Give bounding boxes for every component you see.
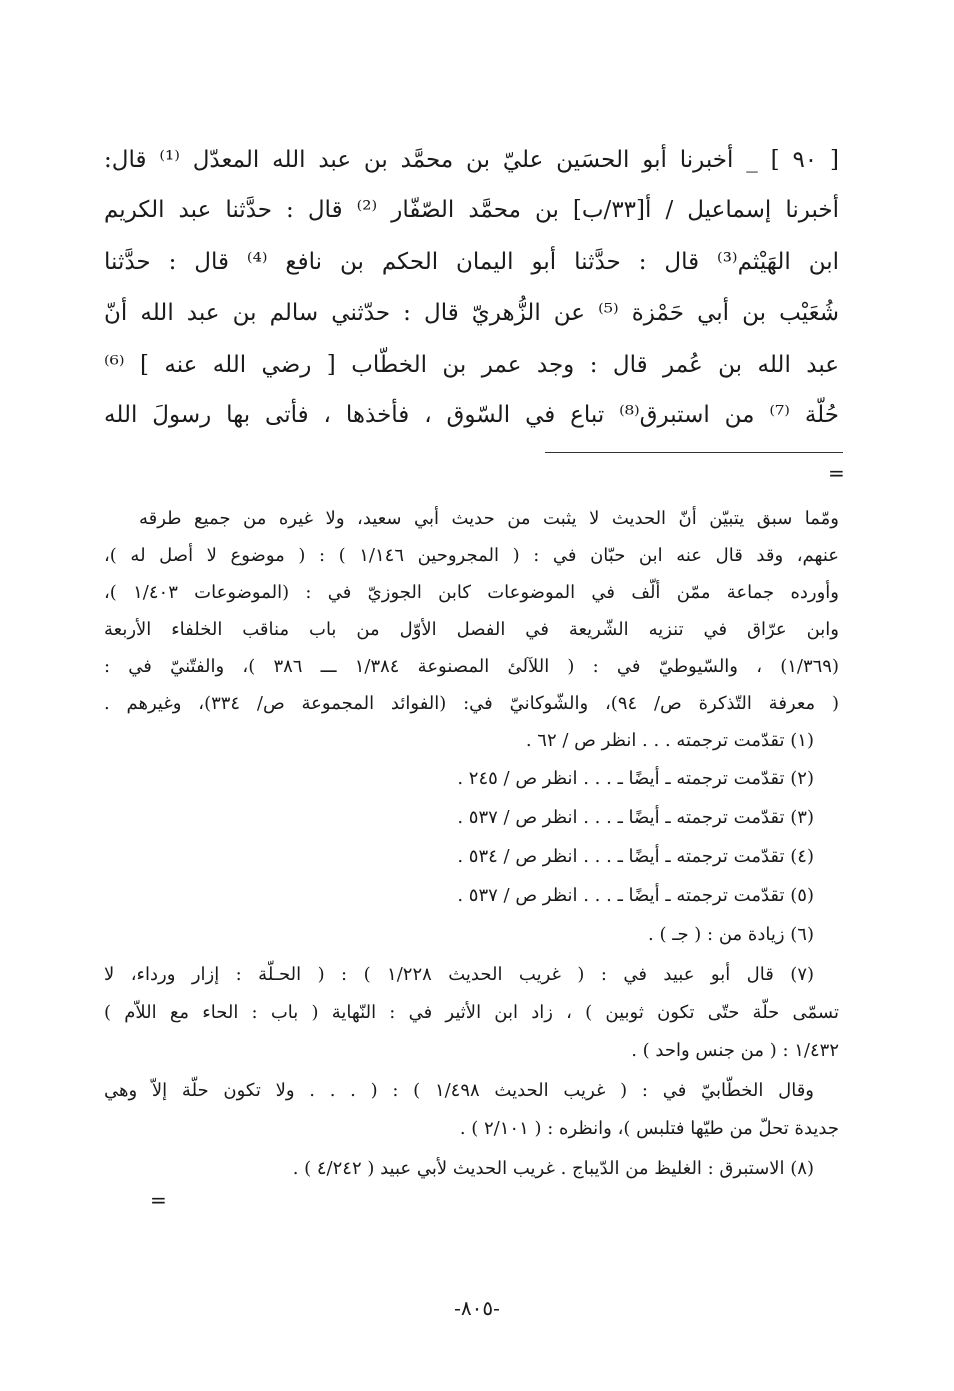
footnote-item: (٢) تقدّمت ترجمته ـ أيضًا ـ . . . انظر ص / ٢٤٥ . (457, 768, 814, 789)
footnote-line: وأورده جماعة ممّن ألّف في الموضوعات كابن الجوزيّ في : (الموضوعات ١/٤٠٣ )، (104, 582, 839, 603)
footnote-line: (٧) قال أبو عبيد في : ( غريب الحديث ١/٢٢٨ ) : ( الحـلّة : إزار ورداء، لا (104, 964, 814, 985)
main-text-line: أخبرنا إسماعيل / أ[٣٣/ب] بن محمَّد الصّفّار ⁽²⁾ قال : حدَّثنا عبد الكريم (104, 197, 839, 223)
continuation-mark: = (828, 461, 845, 485)
main-text-line: عبد الله بن عُمر قال : وجد عمر بن الخطّاب [ رضي الله عنه ] ⁽⁶⁾ (104, 352, 839, 378)
footnote-line: وقال الخطّابيّ في : ( غريب الحديث ١/٤٩٨ ) : ( . . . ولا تكون حلّة إلاّ وهي (104, 1080, 814, 1101)
footnote-line: وابن عرّاق في تنزيه الشّريعة في الفصل الأوّل من باب مناقب الخلفاء الأربعة (104, 619, 839, 640)
main-text-line: شُعَيْب بن أبي حَمْزة ⁽⁵⁾ عن الزُّهريّ قال : حدّثني سالم بن عبد الله أنّ (104, 300, 839, 326)
footnote-line: ومّما سبق يتبيّن أنّ الحديث لا يثبت من حديث أبي سعيد، ولا غيره من جميع طرقه (139, 508, 839, 529)
footnote-line: ١/٤٣٢ : ( من جنس واحد ) . (631, 1040, 839, 1061)
footnote-separator (545, 452, 843, 453)
main-text-line: حُلّة ⁽⁷⁾ من استبرق⁽⁸⁾ تباع في السّوق ، فأخذها ، فأتى بها رسولَ الله (104, 402, 839, 428)
footnote-line: تسمّى حلّة حتّى تكون ثوبين ) ، زاد ابن الأثير في : النّهاية ( باب : الحاء مع اللاّم ) (104, 1002, 839, 1023)
footnote-item: (٣) تقدّمت ترجمته ـ أيضًا ـ . . . انظر ص / ٥٣٧ . (457, 807, 814, 828)
footnote-line: عنهم، وقد قال عنه ابن حبّان في : ( المجروحين ١/١٤٦ ) : ( موضوع لا أصل له )، (104, 545, 839, 566)
footnote-item: (٥) تقدّمت ترجمته ـ أيضًا ـ . . . انظر ص / ٥٣٧ . (457, 885, 814, 906)
footnote-item: (٦) زيادة من : ( جـ ) . (648, 924, 814, 945)
main-text-line: [ ٩٠ ] _ أخبرنا أبو الحسَين عليّ بن محمَّد بن عبد الله المعدّل ⁽¹⁾ قال: (104, 147, 839, 173)
footnote-item: (١) تقدّمت ترجمته . . . انظر ص / ٦٢ . (525, 730, 814, 751)
main-text-line: ابن الهَيْثم⁽³⁾ قال : حدَّثنا أبو اليمان الحكم بن نافع ⁽⁴⁾ قال : حدَّثنا (104, 249, 839, 275)
page-number: -٨٠٥- (454, 1296, 500, 1320)
footnote-item: (٤) تقدّمت ترجمته ـ أيضًا ـ . . . انظر ص / ٥٣٤ . (457, 846, 814, 867)
continuation-mark: = (150, 1188, 167, 1212)
footnote-line: (١/٣٦٩) ، والسّيوطيّ في : ( اللآلئ المصنوعة ١/٣٨٤ ـــ ٣٨٦ )، والفتّنيّ في : (104, 656, 839, 677)
footnote-item: (٨) الاستبرق : الغليظ من الدّيباج . غريب الحديث لأبي عبيد ( ٤/٢٤٢ ) . (292, 1158, 814, 1179)
footnote-line: ( معرفة التّذكرة ص/ ٩٤)، والشّوكانيّ في: (الفوائد المجموعة ص/ ٣٣٤)، وغيرهم . (104, 693, 839, 714)
footnote-line: جديدة تحلّ من طيّها فتلبس )، وانظره : ( ٢/١٠١ ) . (459, 1118, 839, 1139)
